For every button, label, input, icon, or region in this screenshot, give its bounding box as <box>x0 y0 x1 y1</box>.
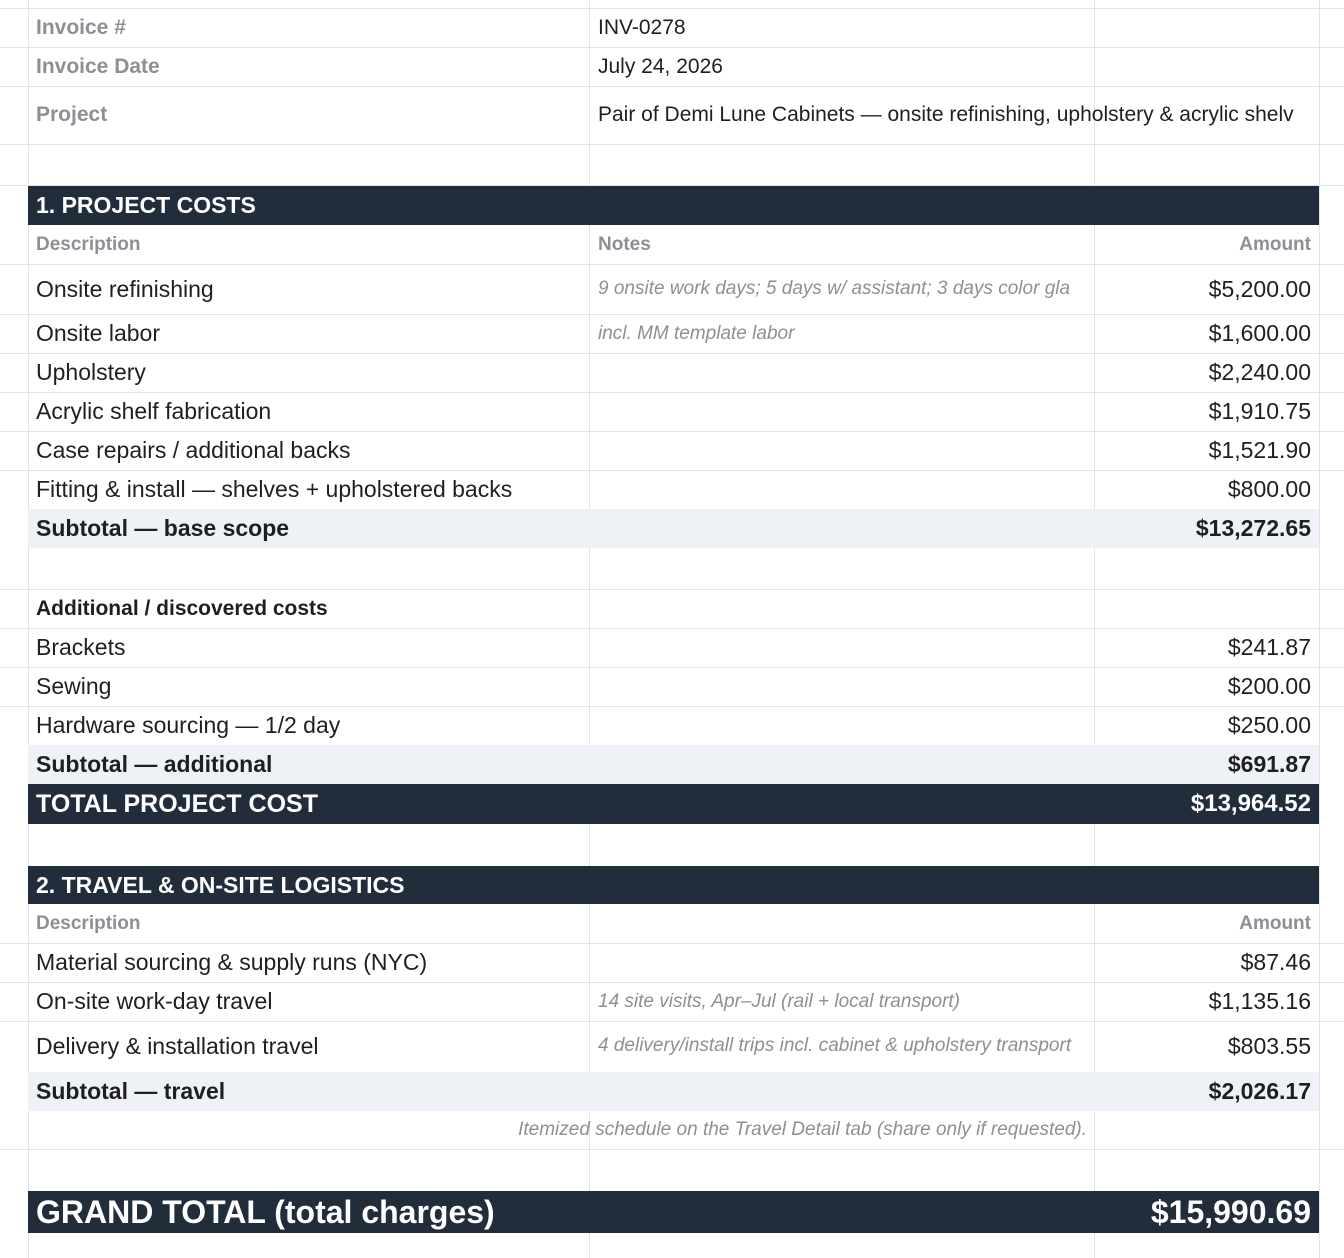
column-header-amount: Amount <box>1239 233 1311 255</box>
table-row[interactable] <box>28 1021 1319 1071</box>
item-notes: 9 onsite work days; 5 days w/ assistant; 3 days color gla <box>598 278 1071 299</box>
table-row[interactable] <box>28 943 1319 982</box>
subtotal-label: Subtotal — base scope <box>36 515 290 541</box>
column-header-description: Description <box>36 912 141 934</box>
item-amount: $5,200.00 <box>1208 275 1311 302</box>
item-amount: $2,240.00 <box>1208 359 1311 385</box>
invoice-number-value[interactable]: INV-0278 <box>598 15 686 39</box>
additional-costs-heading-row <box>28 589 1319 628</box>
section-title: 1. PROJECT COSTS <box>36 192 256 218</box>
item-description: On-site work-day travel <box>36 988 273 1014</box>
subtotal-label: Subtotal — travel <box>36 1078 226 1104</box>
item-notes: 14 site visits, Apr–Jul (rail + local transport) <box>598 990 961 1012</box>
grand-total-row <box>28 1191 1319 1233</box>
table-row[interactable] <box>28 706 1319 745</box>
item-amount: $241.87 <box>1227 634 1311 660</box>
project-label: Project <box>36 103 108 126</box>
item-description: Case repairs / additional backs <box>36 437 351 463</box>
item-amount: $87.46 <box>1240 949 1311 975</box>
item-description: Hardware sourcing — 1/2 day <box>36 712 341 738</box>
column-header-row <box>28 225 1319 264</box>
table-row[interactable] <box>28 314 1319 353</box>
table-row[interactable] <box>28 667 1319 706</box>
section-title: 2. TRAVEL & ON-SITE LOGISTICS <box>36 871 405 898</box>
table-row[interactable] <box>28 470 1319 509</box>
subtotal-row-base <box>28 509 1319 548</box>
invoice-date-row <box>28 47 1319 86</box>
table-row[interactable] <box>28 628 1319 667</box>
item-amount: $803.55 <box>1227 1032 1311 1059</box>
item-amount: $800.00 <box>1227 476 1311 502</box>
invoice-number-row <box>28 8 1319 47</box>
item-description: Onsite labor <box>36 320 161 346</box>
subtotal-label: Subtotal — additional <box>36 751 273 777</box>
item-description: Onsite refinishing <box>36 275 214 302</box>
item-description: Sewing <box>36 673 112 699</box>
total-project-cost-amount: $13,964.52 <box>1190 790 1311 817</box>
item-description: Material sourcing & supply runs (NYC) <box>36 949 428 975</box>
subtotal-row-additional <box>28 745 1319 784</box>
subtotal-amount: $2,026.17 <box>1208 1078 1311 1104</box>
additional-costs-heading: Additional / discovered costs <box>36 596 328 620</box>
item-description: Acrylic shelf fabrication <box>36 398 272 424</box>
grand-total-label: GRAND TOTAL (total charges) <box>36 1193 495 1230</box>
column-header-description: Description <box>36 233 141 255</box>
subtotal-amount: $691.87 <box>1227 751 1311 777</box>
grid-line <box>0 144 1344 145</box>
table-row[interactable] <box>28 392 1319 431</box>
section-header-project-costs <box>28 186 1319 225</box>
total-project-cost-row <box>28 784 1319 824</box>
invoice-date-value[interactable]: July 24, 2026 <box>598 54 723 78</box>
total-project-cost-label: TOTAL PROJECT COST <box>36 789 318 818</box>
item-amount: $1,910.75 <box>1208 398 1311 424</box>
item-notes: 4 delivery/install trips incl. cabinet & upholstery transport <box>598 1035 1072 1056</box>
item-description: Delivery & installation travel <box>36 1032 319 1059</box>
grand-total-amount: $15,990.69 <box>1150 1193 1311 1230</box>
item-amount: $250.00 <box>1227 712 1311 738</box>
item-notes: incl. MM template labor <box>598 322 795 344</box>
invoice-date-label: Invoice Date <box>36 54 160 78</box>
table-row[interactable] <box>28 264 1319 314</box>
item-description: Upholstery <box>36 359 146 385</box>
grid-line <box>0 1149 1344 1150</box>
section-header-travel <box>28 866 1319 904</box>
column-header-amount: Amount <box>1239 912 1311 934</box>
table-row[interactable] <box>28 353 1319 392</box>
item-description: Brackets <box>36 634 126 660</box>
item-amount: $1,600.00 <box>1208 320 1311 346</box>
item-amount: $1,521.90 <box>1208 437 1311 463</box>
subtotal-amount: $13,272.65 <box>1195 515 1311 541</box>
grid-line <box>1319 0 1320 1258</box>
item-description: Fitting & install — shelves + upholstered backs <box>36 476 513 502</box>
travel-footnote: Itemized schedule on the Travel Detail tab (share only if requested). <box>518 1119 1087 1140</box>
project-value[interactable]: Pair of Demi Lune Cabinets — onsite refinishing, upholstery & acrylic shelv <box>598 103 1294 126</box>
invoice-number-label: Invoice # <box>36 15 126 39</box>
table-row[interactable] <box>28 431 1319 470</box>
item-amount: $1,135.16 <box>1208 988 1311 1014</box>
subtotal-row-travel <box>28 1072 1319 1111</box>
column-header-notes: Notes <box>598 233 651 255</box>
project-row <box>28 86 1319 144</box>
column-header-row <box>28 904 1319 943</box>
table-row[interactable] <box>28 982 1319 1021</box>
item-amount: $200.00 <box>1227 673 1311 699</box>
